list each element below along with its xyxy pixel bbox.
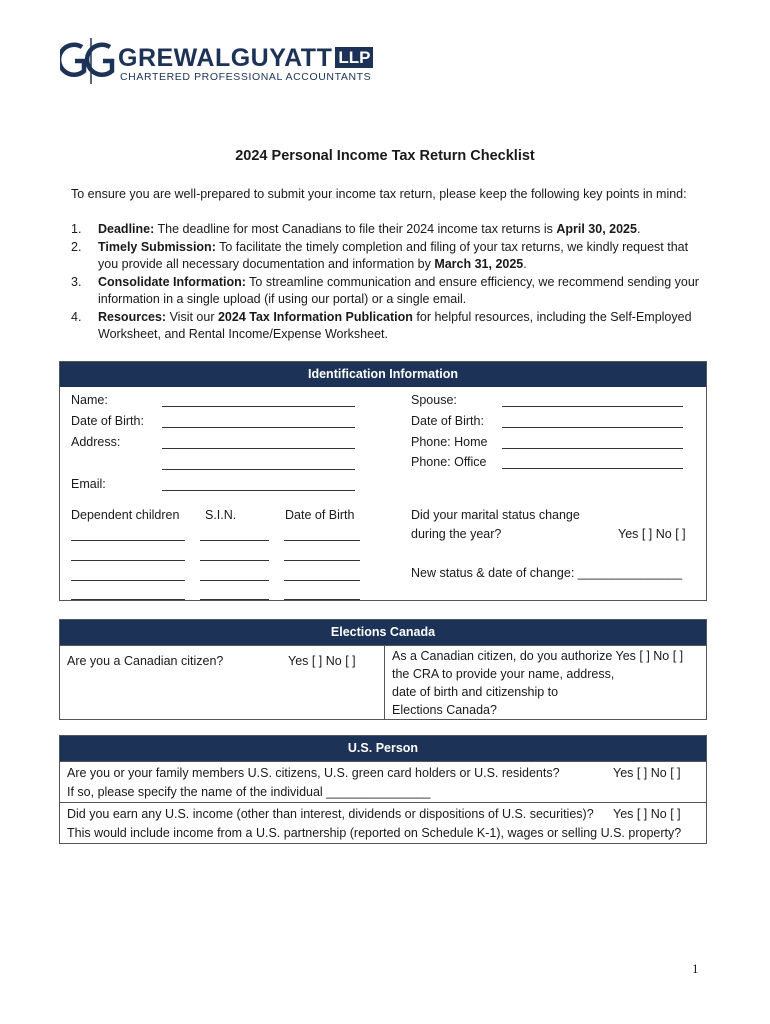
us-income-yes-no[interactable]: Yes [ ] No [ ] [613,807,681,821]
phone-home-label: Phone: Home [411,435,488,449]
dependent-dob-field[interactable] [284,580,360,581]
intro-text: To ensure you are well-prepared to submit your income tax return, please keep the following key points in mind: [71,187,687,201]
sin-header: S.I.N. [205,508,237,522]
dependent-sin-field[interactable] [200,560,269,561]
dependent-name-field[interactable] [71,599,185,600]
us-person-heading: U.S. Person [60,736,706,761]
dependent-sin-field[interactable] [200,599,269,600]
authorize-question-line-1[interactable]: As a Canadian citizen, do you authorize Yes [ ] No [ ] [392,649,684,663]
us-individual-name-field[interactable]: If so, please specify the name of the individual _______________ [67,785,431,799]
firm-subtitle: CHARTERED PROFESSIONAL ACCOUNTANTS [120,71,372,83]
key-point: 1. Deadline: The deadline for most Canadians to file their 2024 income tax returns is April 30, 2025. [71,222,641,236]
marital-question-line-2: during the year? [411,527,502,541]
dependent-name-field[interactable] [71,560,185,561]
llp-badge: LLP [335,47,373,68]
address-field-line-1[interactable] [162,448,355,449]
address-label: Address: [71,435,121,449]
email-field[interactable] [162,490,355,491]
address-field-line-2[interactable] [162,469,355,470]
dependents-header: Dependent children [71,508,180,522]
gg-monogram-icon [60,38,116,86]
citizen-question: Are you a Canadian citizen? [67,654,224,668]
authorize-question-line-2: the CRA to provide your name, address, [392,667,615,681]
dependent-sin-field[interactable] [200,540,269,541]
phone-home-field[interactable] [502,448,683,449]
dependent-dob-header: Date of Birth [285,508,355,522]
page-number: 1 [692,961,699,976]
us-income-question: Did you earn any U.S. income (other than interest, dividends or dispositions of U.S. securities)? [67,807,594,821]
dependent-name-field[interactable] [71,580,185,581]
key-point: 4. Resources: Visit our 2024 Tax Information Publication for helpful resources, including the Self-Employed Worksheet, and Rental Income/Expense Worksheet. [71,309,692,341]
identification-heading: Identification Information [60,362,706,387]
phone-office-label: Phone: Office [411,455,487,469]
name-field[interactable] [162,406,355,407]
dependent-dob-field[interactable] [284,599,360,600]
elections-canada-section [59,619,707,720]
us-citizen-yes-no[interactable]: Yes [ ] No [ ] [613,766,681,780]
dependent-dob-field[interactable] [284,560,360,561]
email-label: Email: [71,477,106,491]
dependent-sin-field[interactable] [200,580,269,581]
dob-field[interactable] [162,427,355,428]
key-point: 3. Consolidate Information: To streamline communication and ensure efficiency, we recommend sending your information in a single upload (if using our portal) or a single email. [71,274,699,306]
us-citizen-question: Are you or your family members U.S. citizens, U.S. green card holders or U.S. residents? [67,766,560,780]
dob-label: Date of Birth: [71,414,144,428]
marital-yes-no[interactable]: Yes [ ] No [ ] [618,527,686,541]
us-income-detail: This would include income from a U.S. partnership (reported on Schedule K-1), wages or selling U.S. property? [67,826,682,840]
key-points-list [71,221,699,344]
dependent-name-field[interactable] [71,540,185,541]
authorize-question-line-4: Elections Canada? [392,703,497,717]
phone-office-field[interactable] [502,468,683,469]
page-title: 2024 Personal Income Tax Return Checklist [235,148,535,164]
new-status-field[interactable]: New status & date of change: _______________ [411,566,683,580]
authorize-question-line-3: date of birth and citizenship to [392,685,559,699]
identification-section [59,361,707,601]
spouse-field[interactable] [502,406,683,407]
spouse-dob-field[interactable] [502,427,683,428]
firm-name: GREWALGUYATT LLP [118,44,373,73]
marital-question-line-1: Did your marital status change [411,508,580,522]
name-label: Name: [71,393,108,407]
spouse-dob-label: Date of Birth: [411,414,484,428]
spouse-label: Spouse: [411,393,457,407]
us-person-section [59,735,707,844]
citizen-yes-no[interactable]: Yes [ ] No [ ] [288,654,356,668]
dependent-dob-field[interactable] [284,540,360,541]
key-point: 2. Timely Submission: To facilitate the timely completion and filing of your tax returns, we kindly request that you provide all necessary documentation and information by March 31, 2025. [71,239,689,271]
elections-canada-heading: Elections Canada [60,620,706,645]
